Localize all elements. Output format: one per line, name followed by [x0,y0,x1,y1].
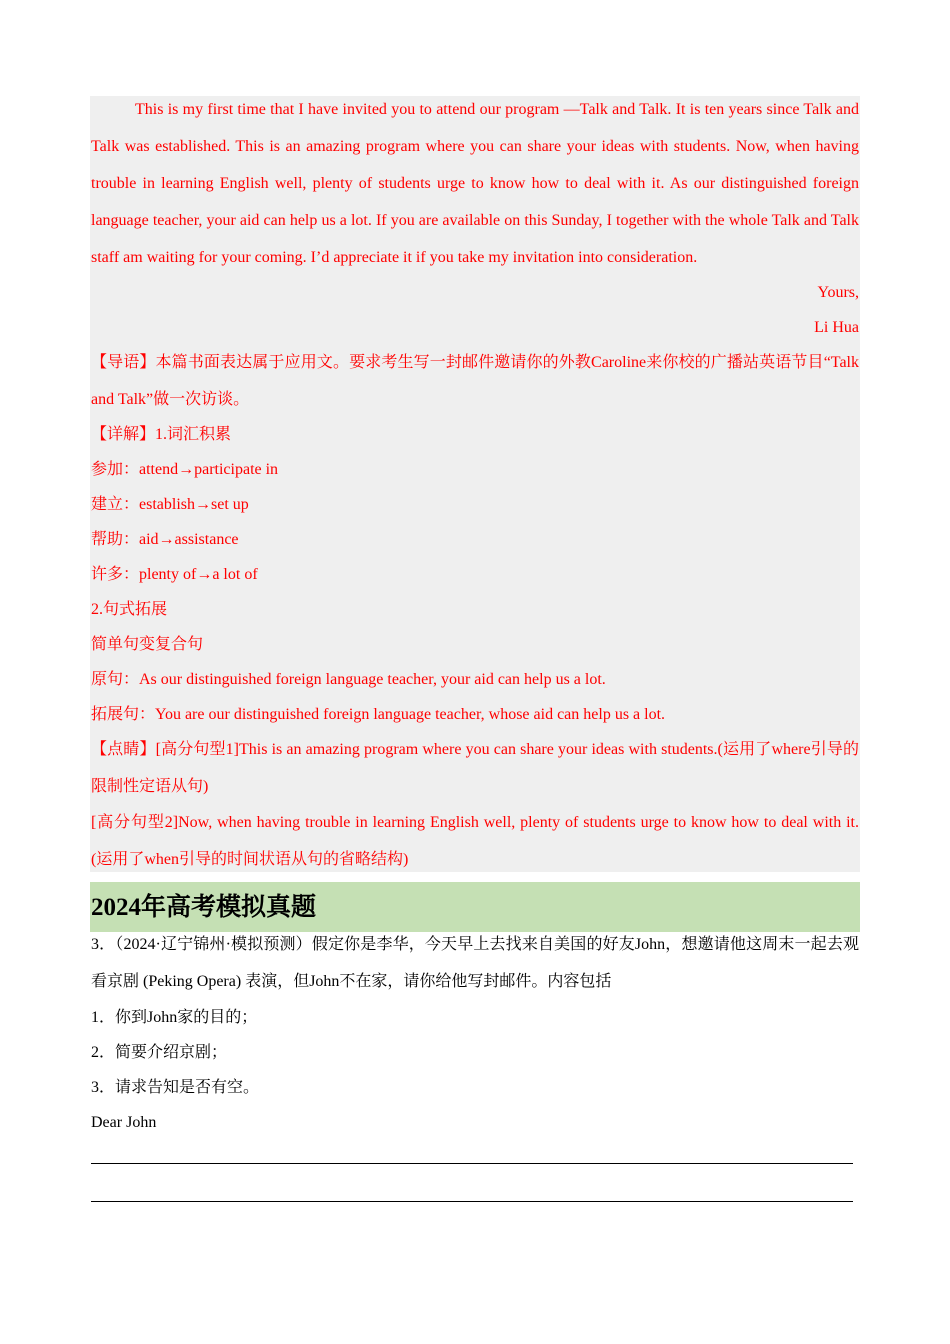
letter-signature: Li Hua [814,319,859,336]
intro-paragraph: 【导语】本篇书面表达属于应用文。要求考生写一封邮件邀请你的外教Caroline来你校的广播站英语节目“Talk and Talk”做一次访谈。 [91,354,859,408]
letter-closing: Yours, [817,284,859,301]
sentence-subheading: 简单句变复合句 [91,636,204,653]
vocab-item: 参加：attend→participate in [91,461,279,478]
original-sentence: 原句：As our distinguished foreign language teacher, your aid can help us a lot. [91,671,606,688]
answer-line[interactable] [91,1201,853,1202]
highlight-sentence-1: 【点睛】[高分句型1]This is an amazing program where you can share your ideas with students.(运用了where引导的限制性定语从句) [91,741,859,795]
question-point: 1．你到John家的目的； [91,1009,258,1026]
vocab-item: 建立：establish→set up [91,496,249,513]
question-point: 3．请求告知是否有空。 [91,1079,260,1096]
sentence-heading: 2.句式拓展 [91,601,168,618]
vocab-item: 许多：plenty of→a lot of [91,566,258,583]
expanded-sentence: 拓展句：You are our distinguished foreign language teacher, whose aid can help us a lot. [91,706,666,723]
highlight-sentence-2: [高分句型2]Now, when having trouble in learning English well, plenty of students urge to know how to deal with it.(运用了when引导的时间状语从句的省略结构) [91,814,859,868]
section-heading: 2024年高考模拟真题 [91,894,317,921]
vocab-item: 帮助：aid→assistance [91,531,239,548]
letter-body: This is my first time that I have invited you to attend our program —Talk and Talk. It is ten years since Talk and Talk was established. This is an amazing program where you can share your ideas with students. Now, when having trouble in learning English well, plenty of students urge to know how to deal with it. As our distinguished foreign language teacher, your aid can help us a lot. If you are available on this Sunday, I together with the whole Talk and Talk staff am waiting for your coming. I’d appreciate it if you take my invitation into consideration. [91,101,859,266]
detail-heading: 【详解】1.词汇积累 [91,426,232,443]
letter-salutation: Dear John [91,1114,157,1131]
question-point: 2．简要介绍京剧； [91,1044,228,1061]
question-prompt: 3．（2024·辽宁锦州·模拟预测）假定你是李华，今天早上去找来自美国的好友John，想邀请他这周末一起去观看京剧 (Peking Opera) 表演，但John不在家，请你给他写封邮件。内容包括 [91,936,859,990]
answer-line[interactable] [91,1163,853,1164]
